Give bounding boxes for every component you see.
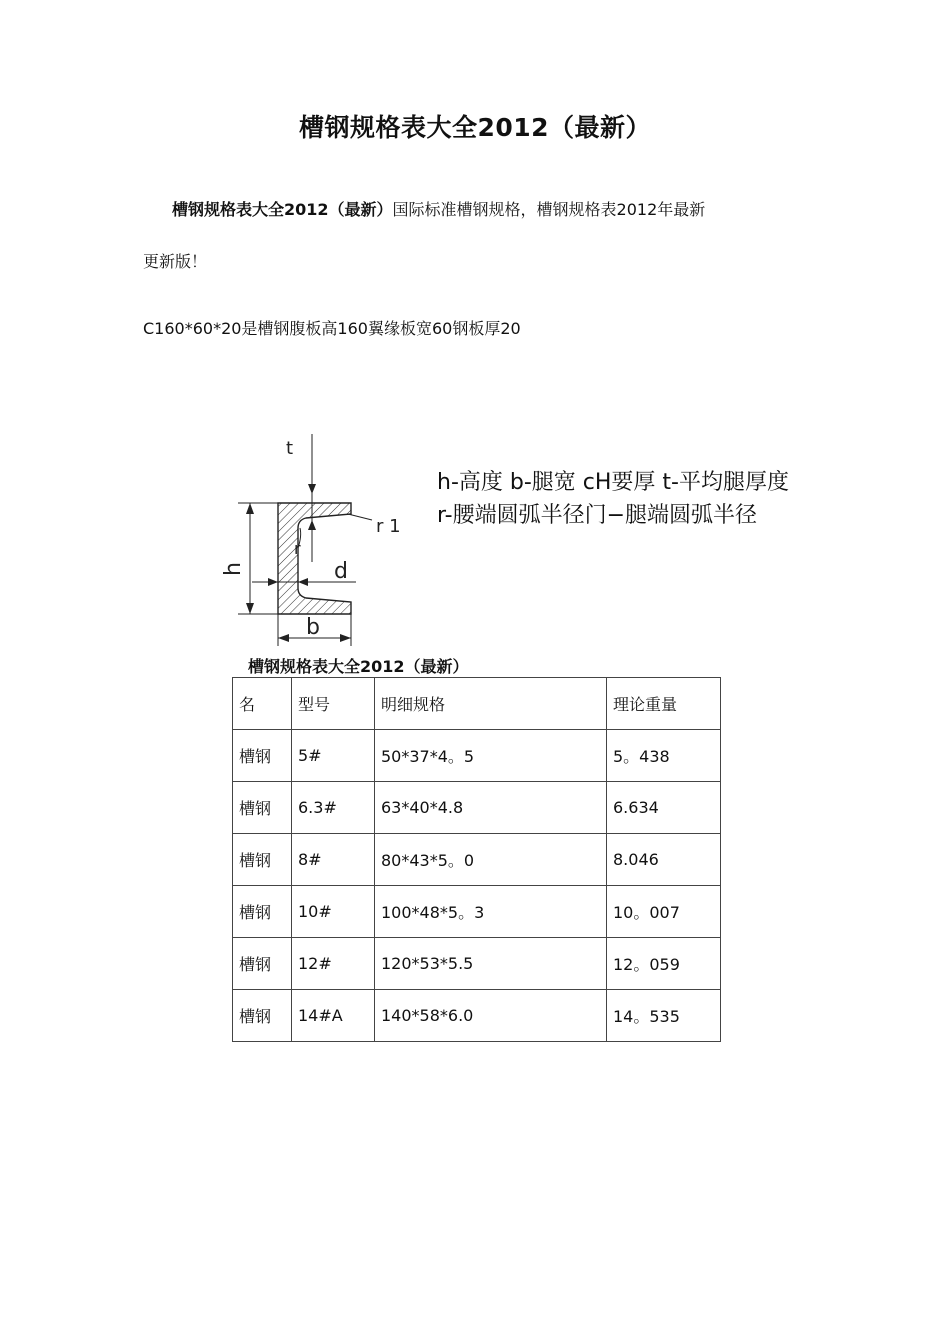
table-row (233, 886, 721, 938)
b-arrow-left (278, 634, 289, 642)
cell-name: 槽钢 (233, 938, 292, 990)
page-title: 槽钢规格表大全2012（最新） (298, 113, 652, 142)
cell-name: 槽钢 (233, 782, 292, 834)
h-arrow-top (246, 503, 254, 514)
cell-weight: 14。535 (607, 990, 721, 1042)
cell-spec: 140*58*6.0 (375, 990, 607, 1042)
spec-note: C160*60*20是槽钢腹板高160翼缘板宽60钢板厚20 (143, 319, 521, 338)
cell-weight: 8.046 (607, 834, 721, 886)
intro-paragraph (172, 197, 705, 220)
r1-leader (348, 514, 372, 520)
cell-model: 5# (292, 730, 375, 782)
table-row (233, 990, 721, 1042)
cell-model: 6.3# (292, 782, 375, 834)
cell-weight: 5。438 (607, 730, 721, 782)
b-label: b (306, 615, 320, 640)
diagram-legend (437, 466, 789, 532)
cell-name: 槽钢 (233, 886, 292, 938)
header-cell-spec: 明细规格 (375, 678, 607, 730)
cell-name: 槽钢 (233, 990, 292, 1042)
header-cell-name: 名 (233, 678, 292, 730)
t-arrow-top (308, 484, 316, 494)
cell-spec: 50*37*4。5 (375, 730, 607, 782)
cell-spec: 63*40*4.8 (375, 782, 607, 834)
d-label: d (334, 559, 348, 584)
t-label: t (286, 438, 294, 459)
cell-weight: 6.634 (607, 782, 721, 834)
intro-text: 国际标准槽钢规格，槽钢规格表2012年最新 (392, 200, 706, 219)
cell-spec: 100*48*5。3 (375, 886, 607, 938)
table-title: 槽钢规格表大全2012（最新） (248, 657, 469, 676)
legend-line-2: r-腰端圆弧半径门−腿端圆弧半径 (437, 503, 758, 528)
table-row (233, 834, 721, 886)
table-row (233, 938, 721, 990)
cell-weight: 12。059 (607, 938, 721, 990)
d-arrow-left (268, 578, 278, 586)
channel-section-diagram (212, 428, 412, 650)
cell-model: 14#A (292, 990, 375, 1042)
header-cell-weight: 理论重量 (607, 678, 721, 730)
h-arrow-bottom (246, 603, 254, 614)
r-label: r (294, 539, 301, 558)
table-header-row (233, 678, 721, 730)
b-arrow-right (340, 634, 351, 642)
intro-line-2: 更新版！ (143, 252, 208, 271)
cell-name: 槽钢 (233, 730, 292, 782)
cell-spec: 120*53*5.5 (375, 938, 607, 990)
intro-bold-lead: 槽钢规格表大全2012（最新） (172, 200, 393, 219)
table-row (233, 730, 721, 782)
table-row (233, 782, 721, 834)
cell-name: 槽钢 (233, 834, 292, 886)
header-cell-model: 型号 (292, 678, 375, 730)
legend-line-1: h-高度 b-腿宽 cH要厚 t-平均腿厚度 (437, 470, 789, 495)
cell-model: 12# (292, 938, 375, 990)
h-label: h (221, 562, 246, 576)
r1-label: r 1 (376, 516, 401, 537)
cell-model: 8# (292, 834, 375, 886)
t-arrow-bottom (308, 520, 316, 530)
cell-weight: 10。007 (607, 886, 721, 938)
cell-model: 10# (292, 886, 375, 938)
d-arrow-right (298, 578, 308, 586)
channel-steel-spec-table (232, 677, 721, 1042)
cell-spec: 80*43*5。0 (375, 834, 607, 886)
